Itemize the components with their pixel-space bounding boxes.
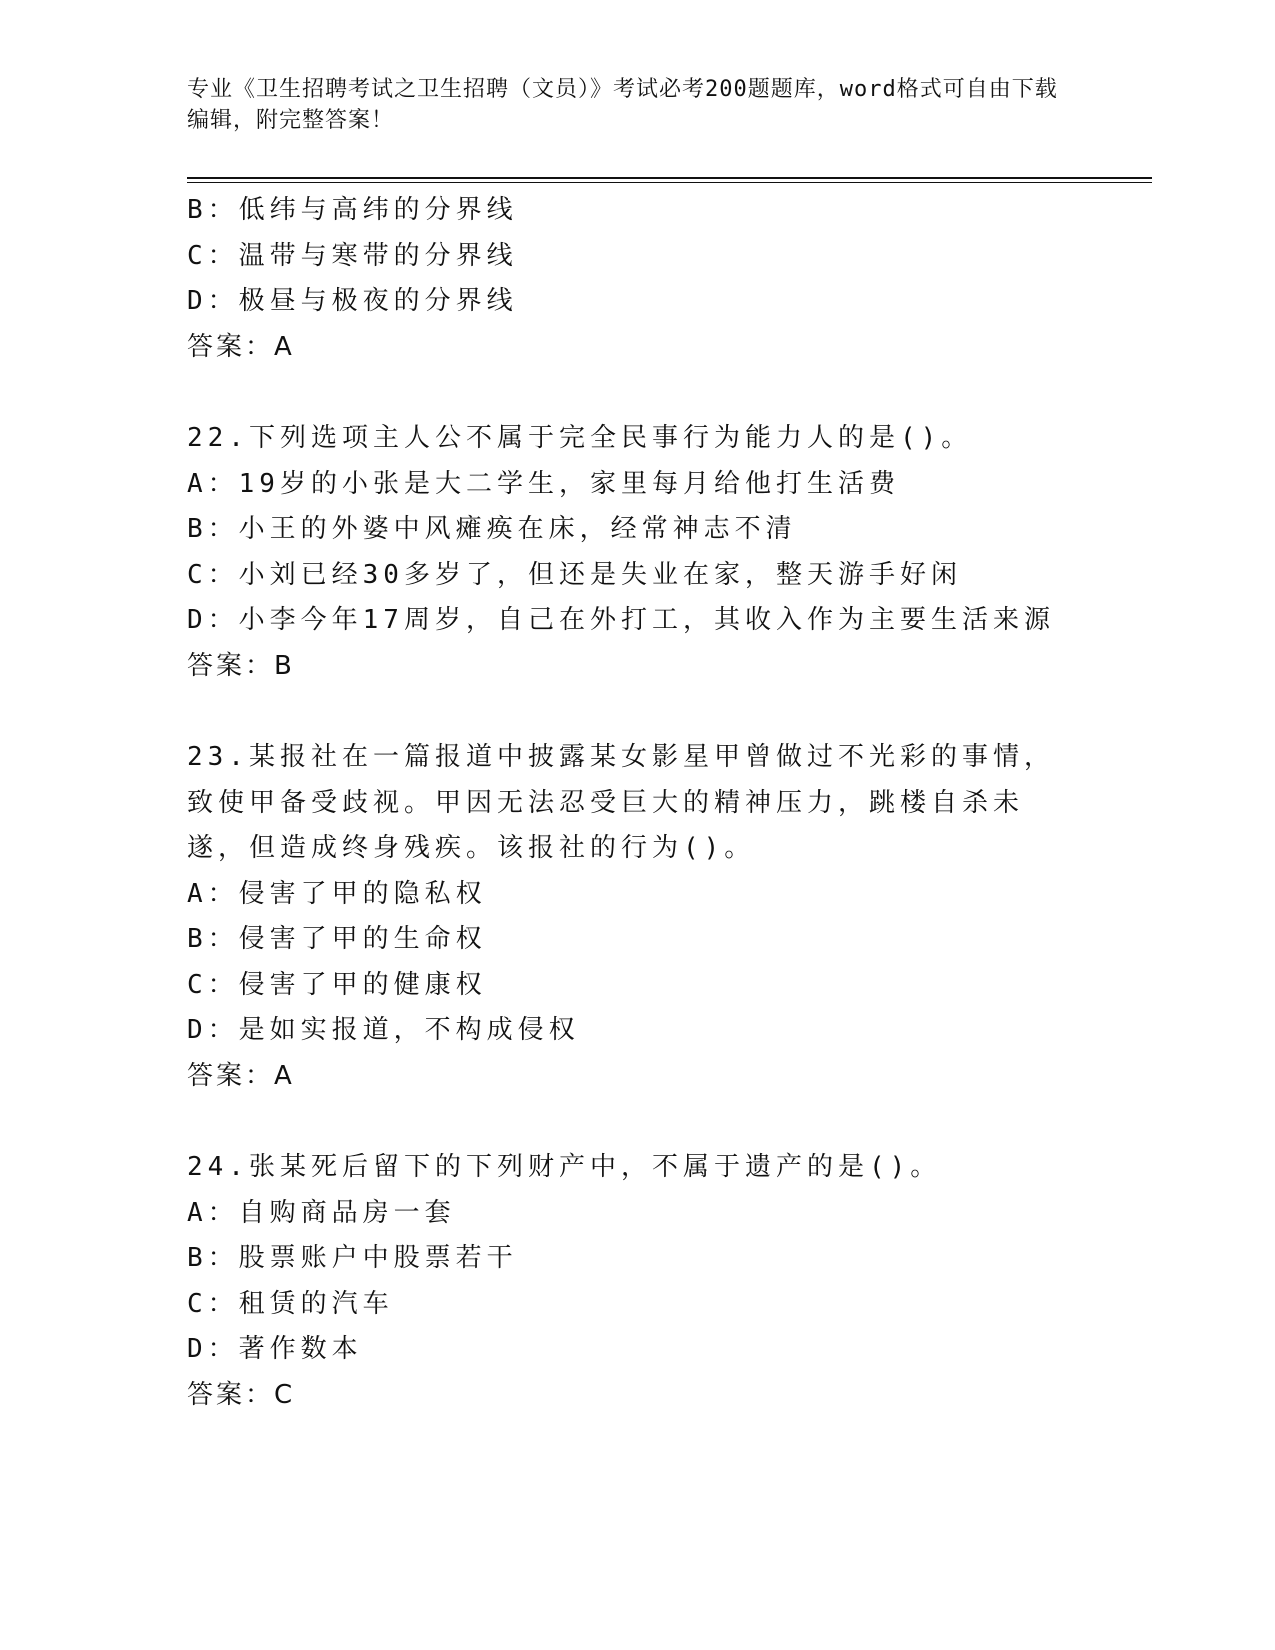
option-a: A：19岁的小张是大二学生，家里每月给他打生活费: [187, 468, 900, 499]
question-22-text: 22.下列选项主人公不属于完全民事行为能力人的是()。: [187, 423, 973, 453]
header-rule-thick: [187, 177, 1152, 179]
question-list: [187, 188, 1087, 1418]
option-b: B：侵害了甲的生命权: [187, 924, 487, 954]
spacer: [187, 1099, 1087, 1145]
option-d: D：小李今年17周岁，自己在外打工，其收入作为主要生活来源: [187, 605, 1055, 635]
question-23-block: [187, 735, 1087, 1099]
document-header: 专业《卫生招聘考试之卫生招聘（文员）》考试必考200题题库，word格式可自由下载编辑，附完整答案！: [187, 77, 1058, 133]
option-c: C：温带与寒带的分界线: [187, 240, 518, 271]
header-rule-thin: [187, 182, 1152, 183]
answer-line: 答案：A: [187, 331, 295, 362]
option-d: D：著作数本: [187, 1334, 363, 1364]
option-b: B：低纬与高纬的分界线: [187, 195, 518, 225]
question-23-text: 23.某报社在一篇报道中披露某女影星甲曾做过不光彩的事情，致使甲备受歧视。甲因无法忍受巨大的精神压力，跳楼自杀未遂，但造成终身残疾。该报社的行为()。: [187, 742, 1055, 863]
spacer: [187, 689, 1087, 735]
option-b: B：股票账户中股票若干: [187, 1243, 518, 1273]
answer-line: 答案：A: [187, 1060, 295, 1091]
answer-line: 答案：C: [187, 1379, 296, 1410]
question-24-block: [187, 1145, 1087, 1418]
option-c: C：侵害了甲的健康权: [187, 969, 487, 1000]
spacer: [187, 370, 1087, 416]
option-c: C：小刘已经30多岁了，但还是失业在家，整天游手好闲: [187, 559, 962, 590]
prev-question-block: [187, 188, 1087, 370]
question-22-block: [187, 416, 1087, 689]
question-24-text: 24.张某死后留下的下列财产中，不属于遗产的是()。: [187, 1152, 942, 1182]
option-d: D：是如实报道，不构成侵权: [187, 1015, 580, 1045]
option-c: C：租赁的汽车: [187, 1288, 394, 1319]
answer-line: 答案：B: [187, 650, 295, 681]
option-d: D：极昼与极夜的分界线: [187, 286, 518, 316]
option-a: A：侵害了甲的隐私权: [187, 878, 487, 909]
option-b: B：小王的外婆中风瘫痪在床，经常神志不清: [187, 514, 797, 544]
option-a: A：自购商品房一套: [187, 1197, 456, 1228]
